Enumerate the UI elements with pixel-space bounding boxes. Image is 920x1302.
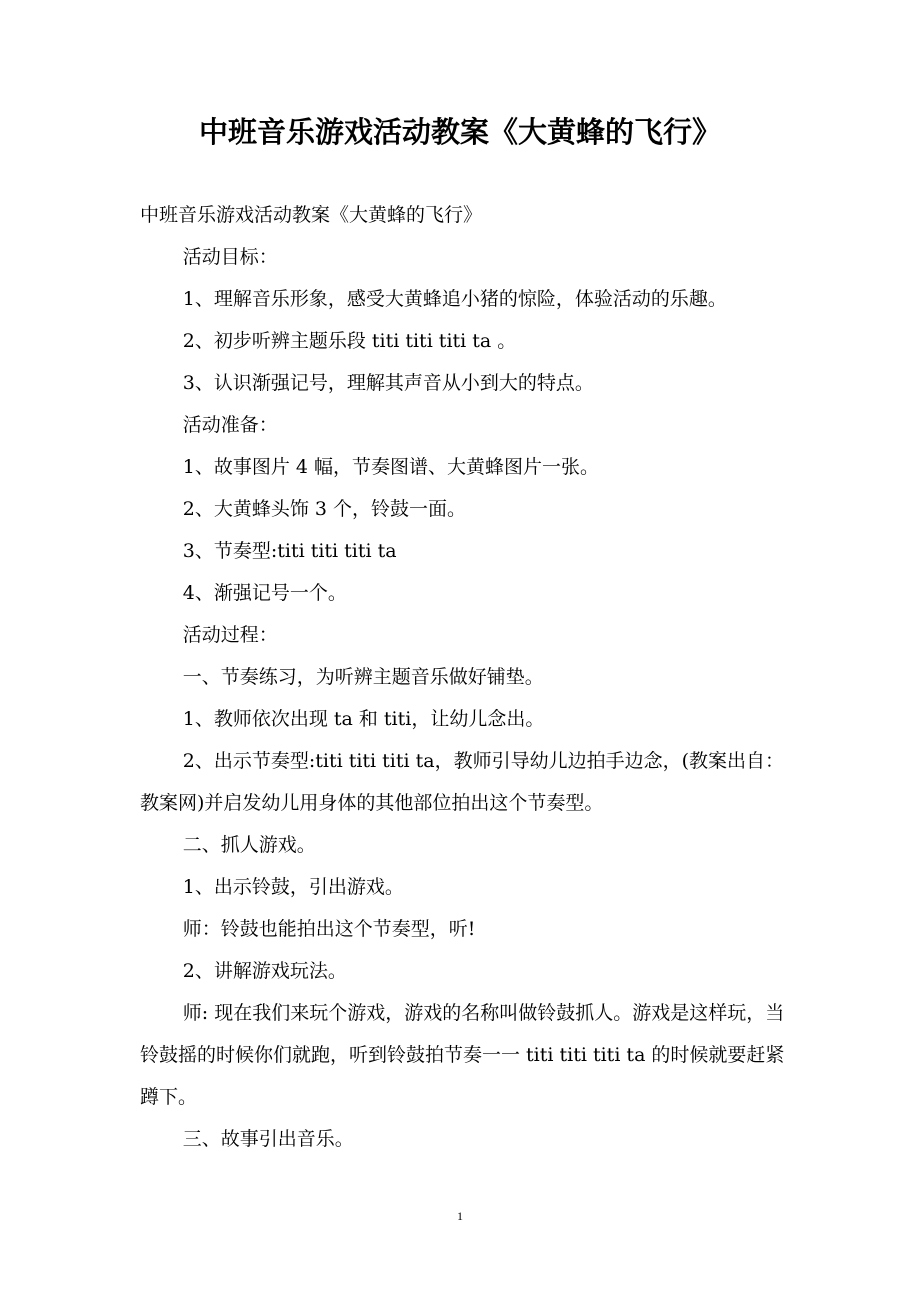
paragraph-prep-4: 4、渐强记号一个。 [182, 582, 347, 604]
paragraph-section-3: 三、故事引出音乐。 [182, 1128, 354, 1150]
paragraph-teacher-line-2: 师: 现在我们来玩个游戏，游戏的名称叫做铃鼓抓人。游戏是这样玩，当铃鼓摇的时候你们就跑，听到铃鼓拍节奏一一 titi titi titi ta 的时候就要赶紧蹲下。 [140, 1002, 785, 1108]
paragraph-goals-heading: 活动目标： [182, 246, 278, 268]
paragraph-step-2-1: 1、出示铃鼓，引出游戏。 [182, 876, 404, 898]
page-number: 1 [457, 1209, 463, 1223]
paragraph-step-1-1: 1、教师依次出现 ta 和 titi，让幼儿念出。 [182, 708, 545, 730]
paragraph-section-1: 一、节奏练习，为听辨主题音乐做好铺垫。 [182, 666, 544, 688]
paragraph-section-2: 二、抓人游戏。 [182, 834, 316, 856]
paragraph-step-2-2: 2、讲解游戏玩法。 [182, 960, 347, 982]
paragraph-teacher-line-1: 师：铃鼓也能拍出这个节奏型，听! [182, 918, 476, 940]
paragraph-goal-2: 2、初步听辨主题乐段 titi titi titi ta 。 [182, 330, 517, 352]
paragraph-subtitle: 中班音乐游戏活动教案《大黄蜂的飞行》 [140, 204, 483, 226]
document-title: 中班音乐游戏活动教案《大黄蜂的飞行》 [198, 115, 721, 149]
paragraph-step-1-2: 2、出示节奏型:titi titi titi ta，教师引导幼儿边拍手边念，(教案出自：教案网)并启发幼儿用身体的其他部位拍出这个节奏型。 [140, 750, 785, 814]
paragraph-goal-1: 1、理解音乐形象，感受大黄蜂追小猪的惊险，体验活动的乐趣。 [182, 288, 727, 310]
paragraph-process-heading: 活动过程： [182, 624, 278, 646]
document-body [140, 194, 790, 1160]
paragraph-prep-2: 2、大黄蜂头饰 3 个，铃鼓一面。 [182, 498, 467, 520]
paragraph-prep-3: 3、节奏型:titi titi titi ta [182, 540, 397, 562]
paragraph-prep-1: 1、故事图片 4 幅，节奏图谱、大黄蜂图片一张。 [182, 456, 600, 478]
paragraph-goal-3: 3、认识渐强记号，理解其声音从小到大的特点。 [182, 372, 594, 394]
paragraph-prep-heading: 活动准备： [182, 414, 278, 436]
